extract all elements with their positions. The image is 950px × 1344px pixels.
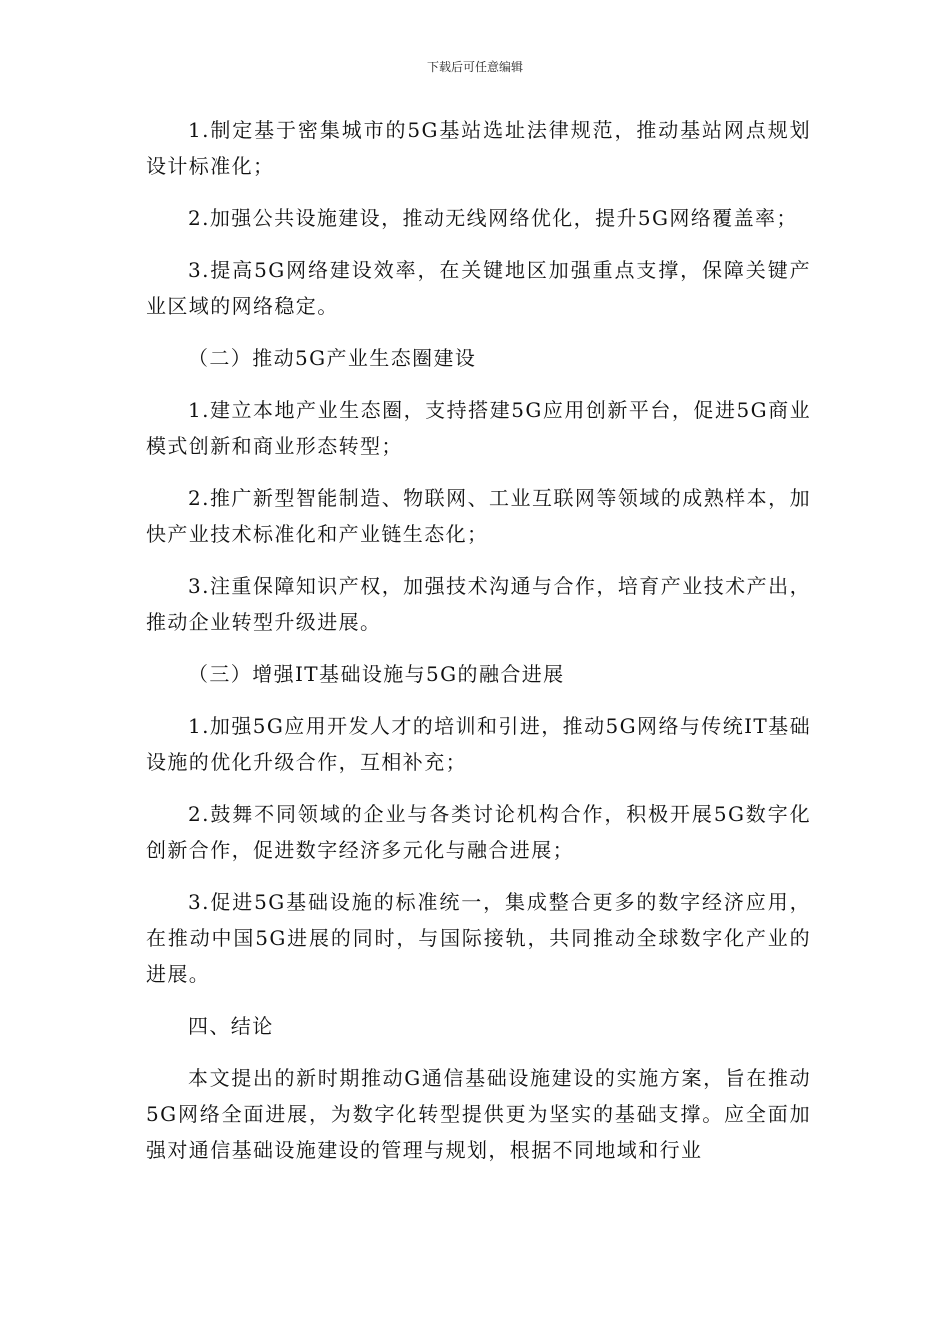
paragraph: 本文提出的新时期推动G通信基础设施建设的实施方案，旨在推动5G网络全面进展，为数字化转型提供更为坚实的基础支撑。应全面加强对通信基础设施建设的管理与规划，根据不同地域和行业 — [146, 1066, 811, 1162]
section-heading: （三）增强IT基础设施与5G的融合进展 — [188, 662, 565, 686]
document-body — [146, 112, 811, 1184]
paragraph: 2.推广新型智能制造、物联网、工业互联网等领域的成熟样本，加快产业技术标准化和产业链生态化； — [146, 486, 811, 546]
header-note: 下载后可任意编辑 — [426, 60, 523, 74]
paragraph: 1.加强5G应用开发人才的培训和引进，推动5G网络与传统IT基础设施的优化升级合作，互相补充； — [146, 714, 811, 774]
paragraph: 3.注重保障知识产权，加强技术沟通与合作，培育产业技术产出，推动企业转型升级进展。 — [146, 574, 811, 634]
paragraph: 1.建立本地产业生态圈，支持搭建5G应用创新平台，促进5G商业模式创新和商业形态转型； — [146, 398, 811, 458]
paragraph: 2.加强公共设施建设，推动无线网络优化，提升5G网络覆盖率； — [188, 206, 798, 230]
paragraph: 1.制定基于密集城市的5G基站选址法律规范，推动基站网点规划设计标准化； — [146, 118, 811, 178]
section-heading: 四、结论 — [188, 1014, 274, 1038]
section-heading: （二）推动5G产业生态圈建设 — [188, 346, 477, 370]
paragraph: 3.促进5G基础设施的标准统一，集成整合更多的数字经济应用，在推动中国5G进展的同时，与国际接轨，共同推动全球数字化产业的进展。 — [146, 890, 811, 986]
paragraph: 3.提高5G网络建设效率，在关键地区加强重点支撑，保障关键产业区域的网络稳定。 — [146, 258, 811, 318]
paragraph: 2.鼓舞不同领域的企业与各类讨论机构合作，积极开展5G数字化创新合作，促进数字经济多元化与融合进展； — [146, 802, 811, 862]
